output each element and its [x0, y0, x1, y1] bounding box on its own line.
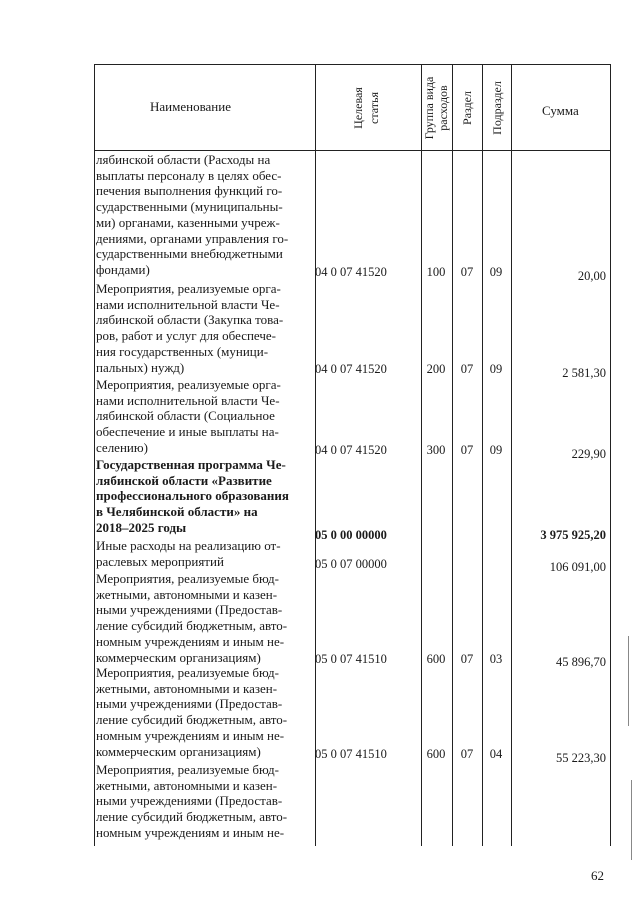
row-target-code: 05 0 07 00000	[315, 557, 387, 571]
row-sum: 55 223,30	[556, 751, 606, 765]
row-sum: 45 896,70	[556, 655, 606, 669]
row-target-code: 05 0 00 00000	[315, 528, 387, 542]
row-subsection: 04	[489, 747, 503, 761]
row-target-code: 05 0 07 41510	[315, 747, 387, 761]
row-group: 600	[426, 652, 446, 666]
row-sum: 3 975 925,20	[540, 528, 606, 542]
row-group: 200	[426, 362, 446, 376]
row-subsection: 09	[489, 362, 503, 376]
row-section: 07	[460, 652, 474, 666]
row-sum: 2 581,30	[562, 366, 606, 380]
header-target-line1: Целевая	[351, 87, 365, 129]
row-group: 100	[426, 265, 446, 279]
header-name: Наименование	[150, 99, 231, 114]
row-name: Мероприятия, реализуемые орга- нами исполнительной власти Че- лябинской области (Закупка това- ров, работ и услуг для обеспече- ния государственных (муници- пальных) нужд)	[96, 281, 284, 375]
row-target-code: 04 0 07 41520	[315, 265, 387, 279]
row-section: 07	[460, 747, 474, 761]
header-sum: Сумма	[542, 103, 579, 118]
table-top-border	[94, 64, 611, 65]
row-sum: 229,90	[571, 447, 606, 461]
row-section: 07	[460, 265, 474, 279]
col-border-left	[94, 64, 95, 846]
row-name: Мероприятия, реализуемые бюд- жетными, автономными и казен- ными учреждениями (Предостав- ление субсидий бюджетным, авто- номным учреждениям и иным не- коммерческим организациям)	[96, 665, 288, 759]
row-name: Мероприятия, реализуемые бюд- жетными, автономными и казен- ными учреждениями (Предостав- ление субсидий бюджетным, авто- номным учреждениям и иным не- коммерческим организациям)	[96, 571, 288, 665]
row-subsection: 09	[489, 265, 503, 279]
row-subsection: 03	[489, 652, 503, 666]
scan-margin-mark	[628, 636, 629, 726]
row-target-code: 04 0 07 41520	[315, 443, 387, 457]
col-border-right	[610, 64, 611, 846]
page-number: 62	[591, 868, 604, 883]
row-name: Иные расходы на реализацию от- раслевых мероприятий	[96, 538, 281, 569]
row-group: 300	[426, 443, 446, 457]
row-section: 07	[460, 443, 474, 457]
row-name: Мероприятия, реализуемые бюд- жетными, автономными и казен- ными учреждениями (Предостав- ление субсидий бюджетным, авто- номным учреждениям и иным не-	[96, 762, 288, 840]
row-subsection: 09	[489, 443, 503, 457]
row-sum: 106 091,00	[549, 560, 606, 574]
header-section: Раздел	[460, 91, 474, 125]
row-target-code: 04 0 07 41520	[315, 362, 387, 376]
header-group-line2: расходов	[436, 85, 450, 131]
row-name: Мероприятия, реализуемые орга- нами исполнительной власти Че- лябинской области (Социальное обеспечение и иные выплаты на- селению)	[96, 377, 281, 455]
header-subsection: Подраздел	[490, 81, 504, 135]
row-target-code: 05 0 07 41510	[315, 652, 387, 666]
header-bottom-border	[94, 150, 611, 151]
row-group: 600	[426, 747, 446, 761]
row-sum: 20,00	[577, 269, 606, 283]
header-group-line1: Группа вида	[422, 76, 436, 140]
row-name-program: Государственная программа Че- лябинской области «Развитие профессионального образования в Челябинской области» на 2018–2025 годы	[96, 457, 289, 535]
scan-margin-mark	[631, 780, 632, 860]
row-name: лябинской области (Расходы на выплаты персоналу в целях обес- печения выполнения функций го- сударственными (муниципальны- ми) органами, казенными учреж- дениями, органами управления го- сударственными внебюджетными фондами)	[96, 152, 289, 277]
row-section: 07	[460, 362, 474, 376]
header-target-line2: статья	[367, 92, 381, 124]
